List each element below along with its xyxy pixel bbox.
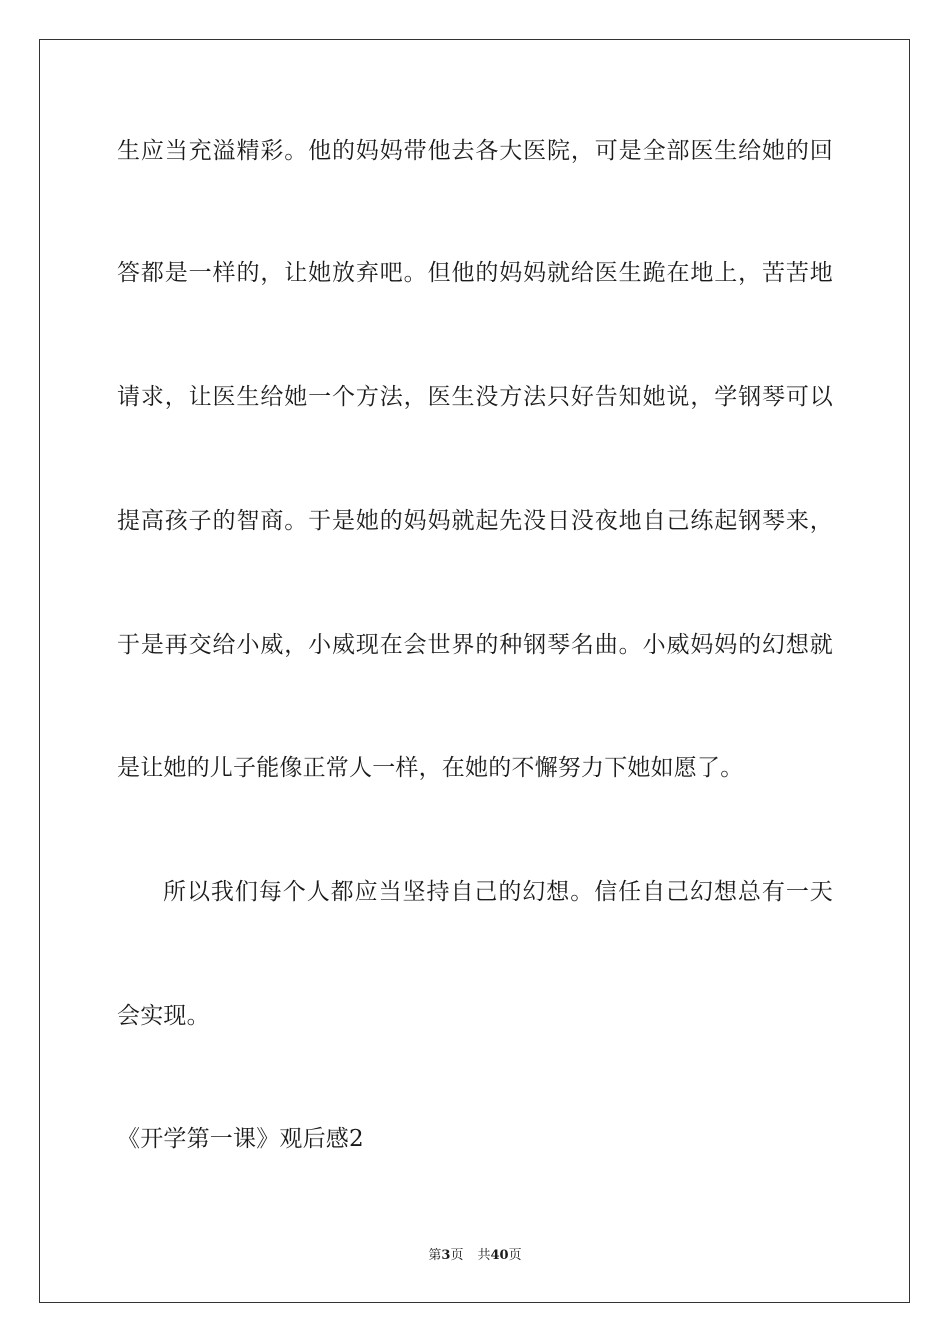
page-prefix: 第 bbox=[428, 1248, 442, 1263]
body-text-line: 是让她的儿子能像正常人一样，在她的不懈努力下她如愿了。 bbox=[117, 755, 744, 781]
page-footer bbox=[0, 1247, 950, 1265]
body-text-line: 请求，让医生给她一个方法，医生没方法只好告知她说，学钢琴可以 bbox=[117, 384, 833, 410]
total-prefix: 共 bbox=[477, 1248, 491, 1263]
page-suffix: 页 bbox=[450, 1248, 464, 1263]
body-text-line: 生应当充溢精彩。他的妈妈带他去各大医院，可是全部医生给她的回 bbox=[117, 138, 833, 164]
body-text-line: 会实现。 bbox=[117, 1003, 210, 1029]
body-text-line: 答都是一样的，让她放弃吧。但他的妈妈就给医生跪在地上，苦苦地 bbox=[117, 260, 833, 286]
total-pages: 40 bbox=[490, 1248, 509, 1263]
page-number: 3 bbox=[441, 1248, 451, 1263]
paragraph-first-line: 所以我们每个人都应当坚持自己的幻想。信任自己幻想总有一天 bbox=[163, 879, 833, 905]
body-text-line: 提高孩子的智商。于是她的妈妈就起先没日没夜地自己练起钢琴来， bbox=[117, 508, 833, 534]
total-suffix: 页 bbox=[508, 1248, 522, 1263]
page-border bbox=[39, 39, 910, 1303]
body-text-line: 于是再交给小威，小威现在会世界的种钢琴名曲。小威妈妈的幻想就 bbox=[117, 632, 833, 658]
section-heading: 《开学第一课》观后感2 bbox=[117, 1126, 364, 1152]
